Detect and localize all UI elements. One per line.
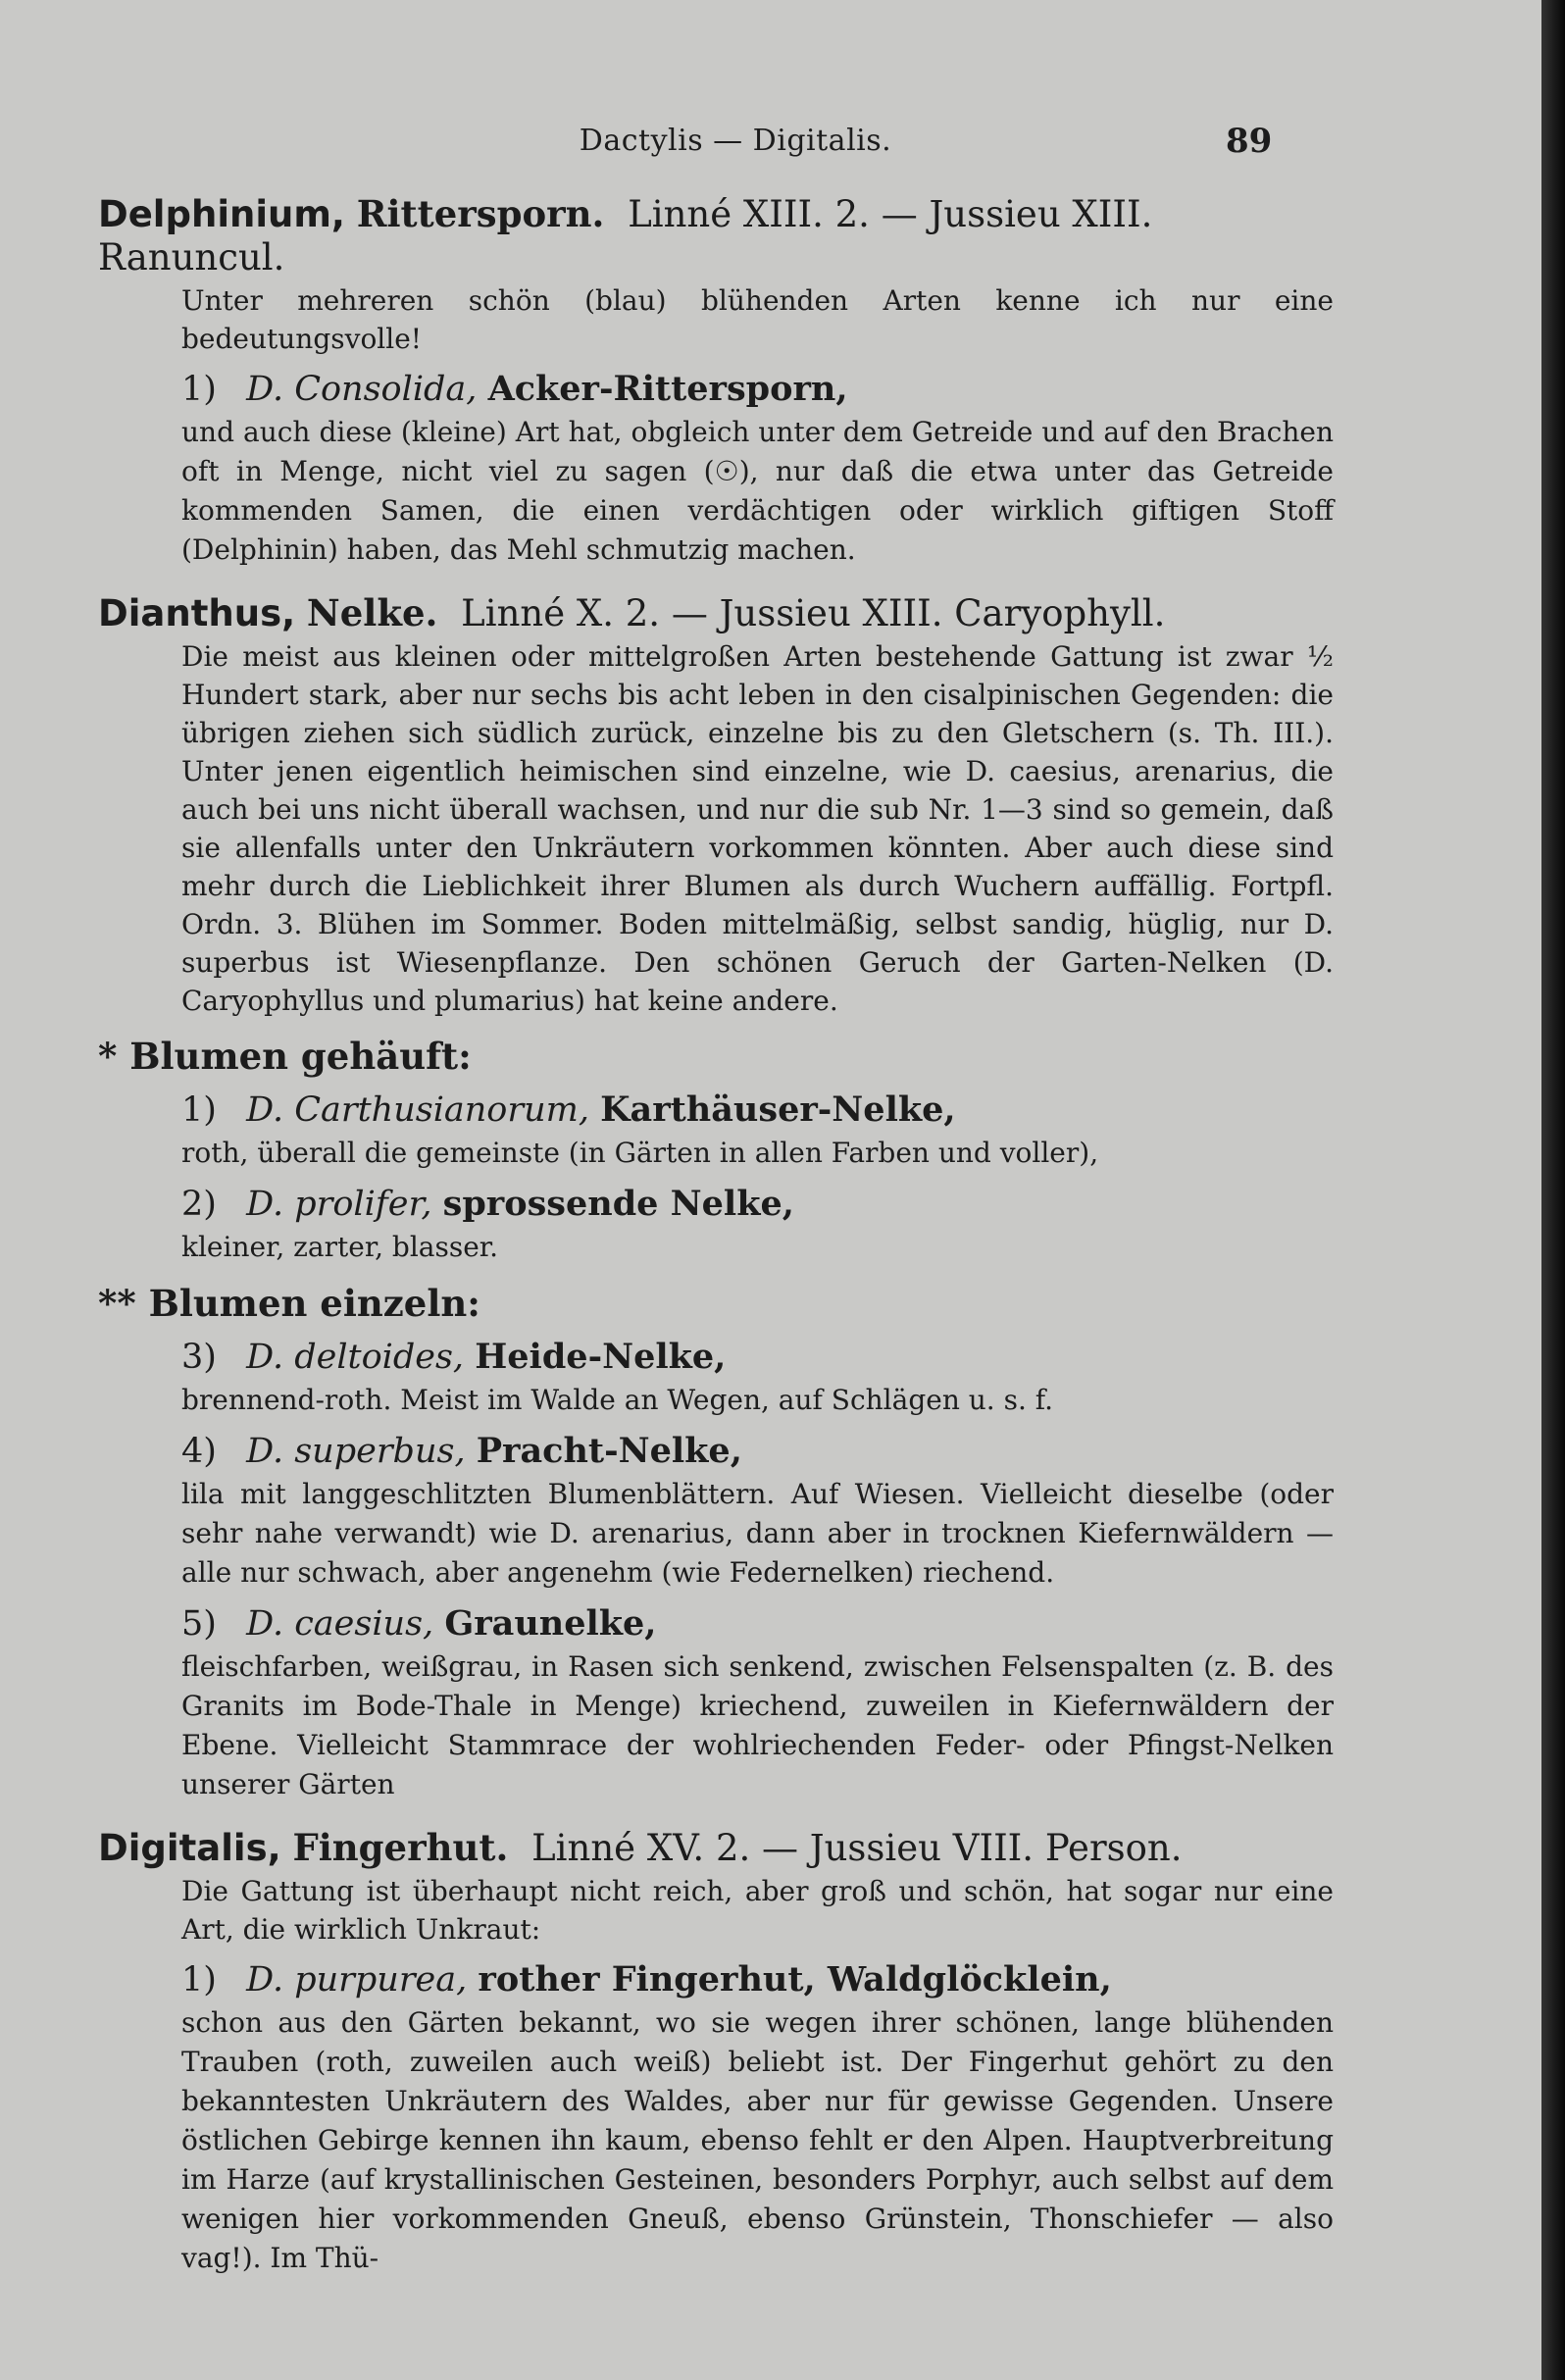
common-name: Karthäuser-Nelke, <box>600 1089 956 1130</box>
classification: Linné X. 2. — Jussieu XIII. Caryophyll. <box>461 592 1166 634</box>
german-name: Nelke. <box>306 591 438 634</box>
german-name: Fingerhut. <box>292 1826 509 1869</box>
species-entry <box>98 1089 1334 1173</box>
species-entry <box>98 368 1334 570</box>
genus-name: Dianthus, <box>98 592 296 634</box>
latin-name: D. prolifer, <box>246 1185 432 1224</box>
common-name: sprossende Nelke, <box>442 1184 794 1224</box>
species-description: kleiner, zarter, blasser. <box>181 1231 499 1263</box>
species-number: 5) <box>181 1604 217 1644</box>
group-heading: * Blumen gehäuft: <box>98 1035 472 1078</box>
species-number: 2) <box>181 1185 217 1224</box>
species-entry <box>98 1958 1334 2278</box>
species-number: 1) <box>181 1960 217 2000</box>
entry-intro: Die Gattung ist überhaupt nicht reich, aber groß und schön, hat sogar nur eine Art, die wirklich Unkraut: <box>181 1875 1334 1946</box>
species-description: fleischfarben, weißgrau, in Rasen sich senkend, zwischen Felsenspalten (z. B. des Granits im Bode-Thale in Menge) kriechend, zuweilen in Kiefernwäldern der Ebene. Vielleicht Stammrace der wohlriechenden Feder- oder Pfingst-Nelken unserer Gärten <box>181 1650 1334 1800</box>
species-description: roth, überall die gemeinste (in Gärten in allen Farben und voller), <box>181 1137 1099 1169</box>
common-name: Graunelke, <box>444 1603 657 1644</box>
page-body <box>98 192 1334 2278</box>
species-description: brennend-roth. Meist im Walde an Wegen, auf Schlägen u. s. f. <box>181 1384 1054 1416</box>
latin-name: D. Carthusianorum, <box>246 1090 589 1130</box>
latin-name: D. superbus, <box>246 1432 466 1471</box>
entry-intro: Die meist aus kleinen oder mittelgroßen Arten bestehende Gattung ist zwar ½ Hundert stark, aber nur sechs bis acht leben in den cisalpinischen Gegenden: die übrigen ziehen sich südlich zurück, einzelne bis zu den Gletschern (s. Th. III.). Unter jenen eigentlich heimischen sind einzelne, wie D. caesius, arenarius, die auch bei uns nicht überall wachsen, und nur die sub Nr. 1—3 sind so gemein, daß sie allenfalls unter den Unkräutern vorkommen könnten. Aber auch diese sind mehr durch die Lieblichkeit ihrer Blumen als durch Wuchern auffällig. Fortpfl. Ordn. 3. Blühen im Sommer. Boden mittelmäßig, selbst sandig, hüglig, nur D. superbus ist Wiesenpflanze. Den schönen Geruch der Garten-Nelken (D. Caryophyllus und plumarius) hat keine andere. <box>181 640 1334 1017</box>
species-line <box>181 1958 1334 2001</box>
group-heading: ** Blumen einzeln: <box>98 1282 480 1325</box>
common-name: Heide-Nelke, <box>475 1337 727 1377</box>
species-number: 4) <box>181 1432 217 1471</box>
species-description: lila mit langgeschlitzten Blumenblättern. Auf Wiesen. Vielleicht dieselbe (oder sehr nahe verwandt) wie D. arenarius, dann aber in trocknen Kiefernwäldern — alle nur schwach, aber angenehm (wie Federnelken) riechend. <box>181 1478 1334 1589</box>
entry-intro: Unter mehreren schön (blau) blühenden Arten kenne ich nur eine bedeutungsvolle! <box>181 284 1334 355</box>
species-entry <box>98 1430 1334 1593</box>
species-entry <box>98 1336 1334 1420</box>
species-description: und auch diese (kleine) Art hat, obgleich unter dem Getreide und auf den Brachen oft in Menge, nicht viel zu sagen (☉), nur daß die etwa unter das Getreide kommenden Samen, die einen verdächtigen oder wirklich giftigen Stoff (Delphinin) haben, das Mehl schmutzig machen. <box>181 416 1334 566</box>
common-name: rother Fingerhut, Waldglöcklein, <box>478 1959 1112 2000</box>
entry-heading-digitalis <box>98 1826 1334 1870</box>
page-edge-shadow <box>1541 0 1565 2380</box>
common-name: Acker-Rittersporn, <box>487 369 848 409</box>
latin-name: D. deltoides, <box>246 1338 465 1377</box>
entry-heading-dianthus <box>98 591 1334 635</box>
common-name: Pracht-Nelke, <box>476 1431 742 1471</box>
species-number: 3) <box>181 1338 217 1377</box>
latin-name: D. purpurea, <box>246 1960 468 2000</box>
species-entry <box>98 1183 1334 1267</box>
classification: Linné XIII. 2. — Jussieu XIII. Ranuncul. <box>98 193 1153 279</box>
species-line <box>181 1336 1334 1379</box>
species-line <box>181 1089 1334 1132</box>
species-line <box>181 368 1334 411</box>
species-entry <box>98 1602 1334 1804</box>
page-number: 89 <box>1226 122 1273 161</box>
species-number: 1) <box>181 1090 217 1130</box>
german-name: Rittersporn. <box>356 192 605 235</box>
latin-name: D. caesius, <box>246 1604 434 1644</box>
entry-heading-delphinium <box>98 192 1334 279</box>
latin-name: D. Consolida, <box>246 370 478 409</box>
species-number: 1) <box>181 370 217 409</box>
species-description: schon aus den Gärten bekannt, wo sie wegen ihrer schönen, lange blühenden Trauben (roth, zuweilen auch weiß) beliebt ist. Der Fingerhut gehört zu den bekanntesten Unkräutern des Waldes, aber nur für gewisse Gegenden. Unsere östlichen Gebirge kennen ihn kaum, ebenso fehlt er den Alpen. Hauptverbreitung im Harze (auf krystallinischen Gesteinen, besonders Porphyr, auch selbst auf dem wenigen hier vorkommenden Gneuß, ebenso Grünstein, Thonschiefer — also vag!). Im Thü- <box>181 2006 1334 2274</box>
classification: Linné XV. 2. — Jussieu VIII. Person. <box>531 1827 1183 1869</box>
genus-name: Delphinium, <box>98 193 345 235</box>
genus-name: Digitalis, <box>98 1827 281 1869</box>
running-head: Dactylis — Digitalis. <box>579 124 892 158</box>
species-line <box>181 1183 1334 1226</box>
species-line <box>181 1602 1334 1646</box>
species-line <box>181 1430 1334 1473</box>
